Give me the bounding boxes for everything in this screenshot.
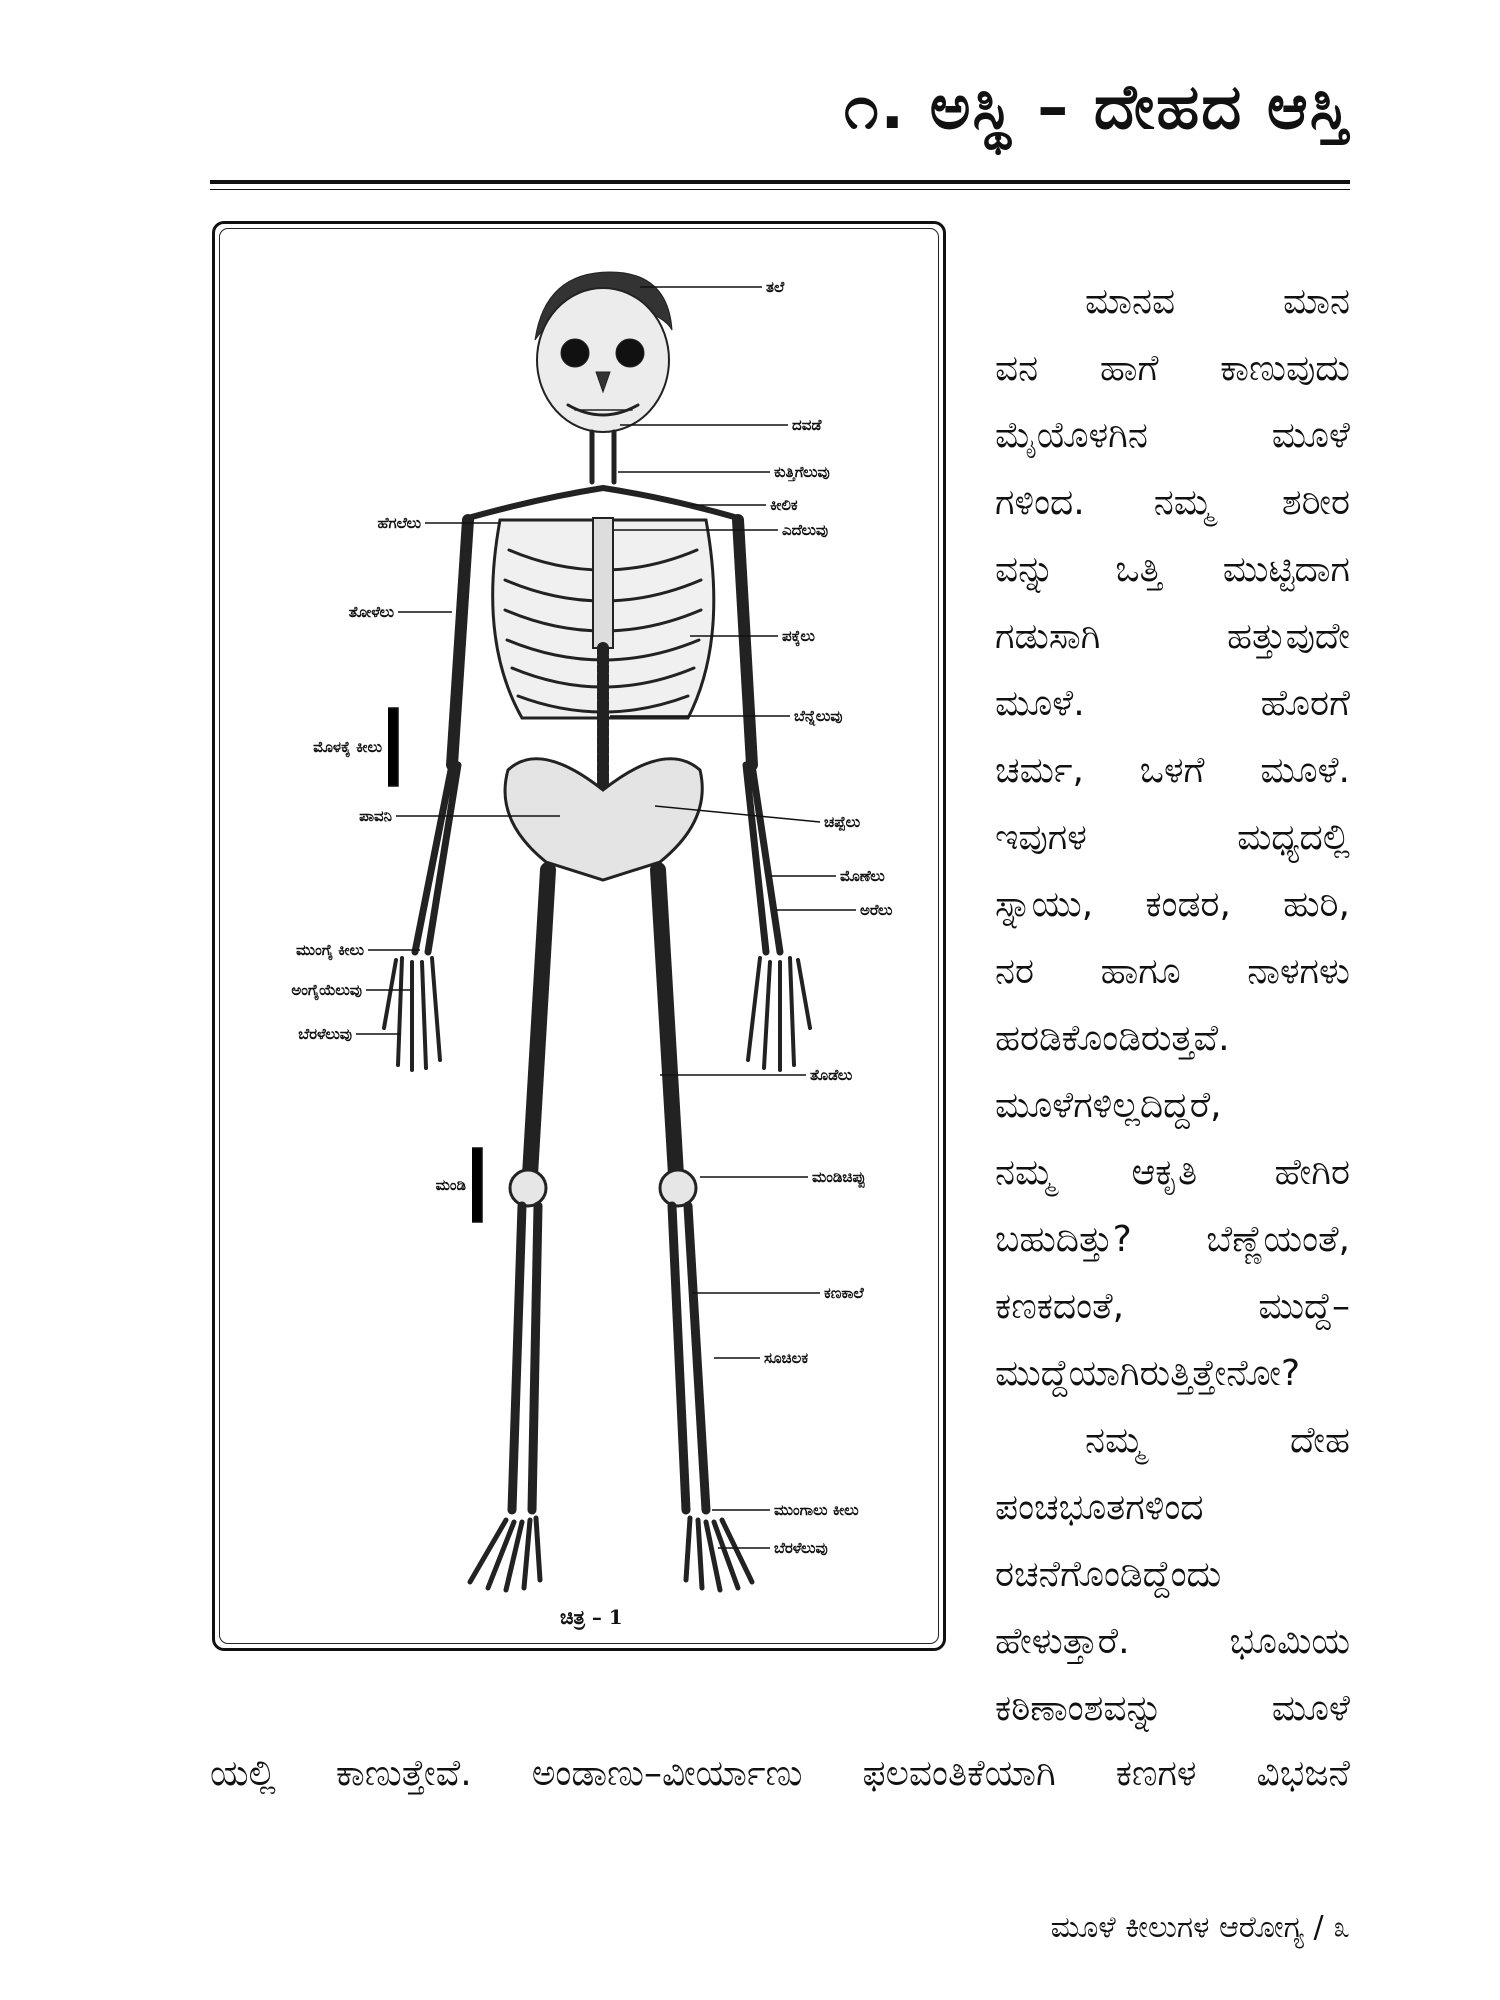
- left-shin: [512, 1206, 538, 1510]
- label-fingers: ಬೆರಳೆಲುವು: [298, 1025, 352, 1043]
- label-sternum: ಎದೆಲುವು: [782, 521, 829, 539]
- text-line: ಹೇಳುತ್ತಾರೆ. ಭೂಮಿಯ: [995, 1621, 1350, 1662]
- full-width-text-line: ಯಲ್ಲಿ ಕಾಣುತ್ತೇವೆ. ಅಂಡಾಣು–ವೀರ್ಯಾಣು ಫಲವಂತಿಕೆಯಾಗಿ ಕಣಗಳ ವಿಭಜನೆ: [210, 1753, 1350, 1794]
- sternum-shape: [593, 518, 613, 648]
- text-line: ಬಹುದಿತ್ತು? ಬೆಣ್ಣೆಯಂತೆ,: [995, 1219, 1350, 1260]
- left-foot: [470, 1518, 540, 1590]
- label-forearm: ಅರೆಲು: [860, 901, 893, 919]
- text-line: ಹರಡಿಕೊಂಡಿರುತ್ತವೆ.: [995, 1018, 1230, 1059]
- label-palm: ಅಂಗೈಯೆಲುವು: [291, 981, 362, 999]
- left-kneecap: [510, 1170, 546, 1206]
- text-line: ಮೈಯೊಳಗಿನ ಮೂಳೆ: [995, 415, 1350, 456]
- label-spine: ಬೆನ್ನೆಲುವು: [794, 707, 843, 725]
- text-line: ವನ ಹಾಗೆ ಕಾಣುವುದು: [995, 348, 1350, 389]
- text-line: ಮುದ್ದೆಯಾಗಿರುತ್ತಿತ್ತೇನೋ?: [995, 1353, 1301, 1394]
- right-foot: [686, 1518, 752, 1590]
- text-line: ರಚನೆಗೊಂಡಿದ್ದೆಂದು: [995, 1554, 1222, 1595]
- clavicle-shape: [468, 488, 738, 518]
- left-hand: [384, 958, 440, 1070]
- label-pelvis: ಚಪ್ಪೆಲು: [824, 813, 861, 831]
- text-line: ನಮ್ಮ ದೇಹ: [1085, 1420, 1350, 1461]
- left-humerus: [452, 520, 468, 765]
- label-jaw: ದವಡೆ: [792, 416, 822, 434]
- text-line: ಚರ್ಮ, ಒಳಗೆ ಮೂಳೆ.: [995, 750, 1350, 791]
- text-line: ಇವುಗಳ ಮಧ್ಯದಲ್ಲಿ: [995, 817, 1350, 858]
- eye-socket-left: [561, 339, 589, 367]
- label-clavicle: ಕೀಲಿಕ: [770, 496, 798, 514]
- text-line: ಮೂಳೆಗಳಿಲ್ಲದಿದ್ದರೆ,: [995, 1085, 1222, 1126]
- label-tibia: ಕಣಕಾಲೆ: [824, 1284, 864, 1302]
- figure-caption: ಚಿತ್ರ – 1: [560, 1605, 623, 1629]
- text-line: ಪಂಚಭೂತಗಳಿಂದ: [995, 1487, 1204, 1528]
- right-kneecap: [660, 1170, 696, 1206]
- right-shin: [672, 1206, 706, 1510]
- right-hand: [748, 958, 810, 1070]
- label-kneecap: ಮಂಡಿಚಿಪ್ಪು: [812, 1168, 866, 1186]
- text-line: ಸ್ನಾಯು, ಕಂಡರ, ಹುರಿ,: [995, 884, 1350, 925]
- label-fibula: ಸೂಚಿಲಕ: [764, 1349, 809, 1367]
- label-neck: ಕುತ್ತಿಗೆಲುವು: [774, 463, 830, 481]
- eye-socket-right: [616, 339, 644, 367]
- text-line: ಗಳಿಂದ. ನಮ್ಮ ಶರೀರ: [995, 482, 1350, 523]
- label-elbow-joint: ಮೊಳಕೈ ಕೀಲು: [313, 738, 382, 756]
- running-footer: ಮೂಳೆ ಕೀಲುಗಳ ಆರೋಗ್ಯ / ೩: [1050, 1910, 1350, 1945]
- label-sacrum: ಪಾವನಿ: [359, 807, 392, 825]
- label-femur: ತೊಡೆಲು: [810, 1066, 853, 1084]
- chapter-title: ೧. ಅಸ್ಥಿ – ದೇಹದ ಆಸ್ತಿ: [843, 70, 1350, 143]
- text-line: ಮಾನವ ಮಾನ: [1085, 281, 1350, 322]
- text-line: ಮೂಳೆ. ಹೊರಗೆ: [995, 683, 1350, 724]
- left-femur: [530, 870, 548, 1175]
- label-elbow: ಮೊಣೆಲು: [840, 867, 885, 885]
- label-skull: ತಲೆ: [766, 278, 785, 296]
- label-humerus: ತೋಳೆಲು: [348, 603, 394, 621]
- text-line: ಕಣಕದಂತೆ, ಮುದ್ದೆ–: [995, 1286, 1350, 1327]
- text-line: ನರ ಹಾಗೂ ನಾಳಗಳು: [995, 951, 1350, 992]
- text-line: ಕಠಿಣಾಂಶವನ್ನು ಮೂಳೆ: [995, 1688, 1350, 1729]
- label-shoulder: ಹೆಗಲೆಲು: [377, 514, 421, 532]
- right-femur: [658, 870, 676, 1175]
- right-humerus: [738, 520, 752, 765]
- body-text-column: [995, 268, 1350, 1742]
- text-line: ವನ್ನು ಒತ್ತಿ ಮುಟ್ಟಿದಾಗ: [995, 549, 1350, 590]
- text-line: ನಮ್ಮ ಆಕೃತಿ ಹೇಗಿರ: [995, 1152, 1350, 1193]
- text-line: ಗಡುಸಾಗಿ ಹತ್ತುವುದೇ: [995, 616, 1350, 657]
- label-ankle: ಮುಂಗಾಲು ಕೀಲು: [774, 1501, 859, 1519]
- label-ribs: ಪಕ್ಕೆಲು: [782, 627, 815, 645]
- label-wrist: ಮುಂಗೈ ಕೀಲು: [296, 941, 364, 959]
- label-toes: ಬೆರಳೆಲುವು: [774, 1539, 828, 1557]
- label-knee: ಮಂಡಿ: [435, 1176, 466, 1194]
